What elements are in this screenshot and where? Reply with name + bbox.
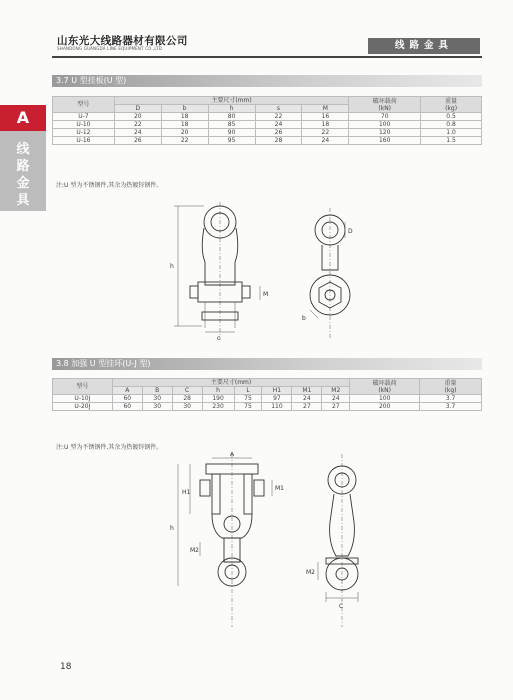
table-subheader: A <box>112 387 142 395</box>
figure2-label-h1: H1 <box>182 489 191 496</box>
table-row: U-12 24 20 90 26 22 120 1.0 <box>53 129 482 137</box>
table-subheader: D <box>114 105 161 113</box>
table-header-weight: 重量 (kg) <box>421 97 482 113</box>
table-header-dims: 主要尺寸(mm) <box>112 379 349 387</box>
table-row: U-20J 60 30 30 230 75 110 27 27 200 3.7 <box>53 403 482 411</box>
table-subheader: H1 <box>262 387 292 395</box>
figure1-label-b: b <box>302 315 306 322</box>
side-char-4: 具 <box>16 193 30 208</box>
figure1-label-c: c <box>217 335 221 342</box>
section1-title: 3.7 U 型挂板(U 型) <box>56 76 127 85</box>
section1-spec-table <box>52 96 482 145</box>
figure1-label-h: h <box>170 263 174 270</box>
table-subheader: L <box>234 387 262 395</box>
table-subheader: b <box>161 105 208 113</box>
figure2-drawing <box>150 452 380 630</box>
company-name-en: SHANDONG GUANGDA LINE EQUIPMENT CO.,LTD <box>57 46 163 51</box>
table-row: U-7 20 18 80 22 16 70 0.5 <box>53 113 482 121</box>
table-subheader: s <box>255 105 302 113</box>
table-header-load: 破坏载荷 (kN) <box>350 379 420 395</box>
table-row: U-10J 60 30 28 190 75 97 24 24 100 3.7 <box>53 395 482 403</box>
page-number: 18 <box>60 662 72 672</box>
figure2-label-m2-side: M2 <box>306 569 315 576</box>
table-subheader: M1 <box>292 387 322 395</box>
figure2-label-m1: M1 <box>275 485 284 492</box>
figure1-label-m: M <box>263 291 269 298</box>
table-subheader: B <box>142 387 172 395</box>
table-header-model: 型号 <box>53 97 115 113</box>
header-rule <box>52 56 482 58</box>
table-row: U-16 26 22 95 28 24 160 1.5 <box>53 137 482 145</box>
figure2-label-c: C <box>339 603 344 610</box>
table-subheader: M <box>302 105 349 113</box>
table-header-model: 型号 <box>53 379 113 395</box>
table-header-dims: 主要尺寸(mm) <box>114 97 348 105</box>
side-char-3: 金 <box>16 176 30 191</box>
side-char-1: 线 <box>16 142 30 157</box>
figure2-label-m2: M2 <box>190 547 199 554</box>
table-subheader: h <box>208 105 255 113</box>
side-char-2: 路 <box>16 159 30 174</box>
section2-spec-table <box>52 378 482 411</box>
side-section-letter: A <box>0 105 46 131</box>
category-banner: 线路金具 <box>368 38 480 54</box>
figure1-drawing <box>150 200 380 345</box>
figure1-label-d: D <box>348 228 353 235</box>
figure2-label-h: h <box>170 525 174 532</box>
section1-note: 注:U 型为不锈钢件,其余为热镀锌钢件。 <box>56 182 163 189</box>
table-subheader: M2 <box>322 387 350 395</box>
side-section-label <box>0 131 46 211</box>
section2-note: 注:U 型为不锈钢件,其余为热镀锌钢件。 <box>56 444 163 451</box>
table-row: U-10 22 18 85 24 18 100 0.8 <box>53 121 482 129</box>
company-name-cn: 山东光大线路器材有限公司 <box>57 35 188 47</box>
table-header-load: 破坏载荷 (kN) <box>349 97 421 113</box>
table-subheader: C <box>172 387 202 395</box>
table-subheader: h <box>202 387 234 395</box>
section2-title: 3.8 加强 U 型挂环(U-J 型) <box>56 359 151 368</box>
table-header-weight: 重量 (kg) <box>420 379 482 395</box>
figure2-label-a: A <box>230 452 235 458</box>
